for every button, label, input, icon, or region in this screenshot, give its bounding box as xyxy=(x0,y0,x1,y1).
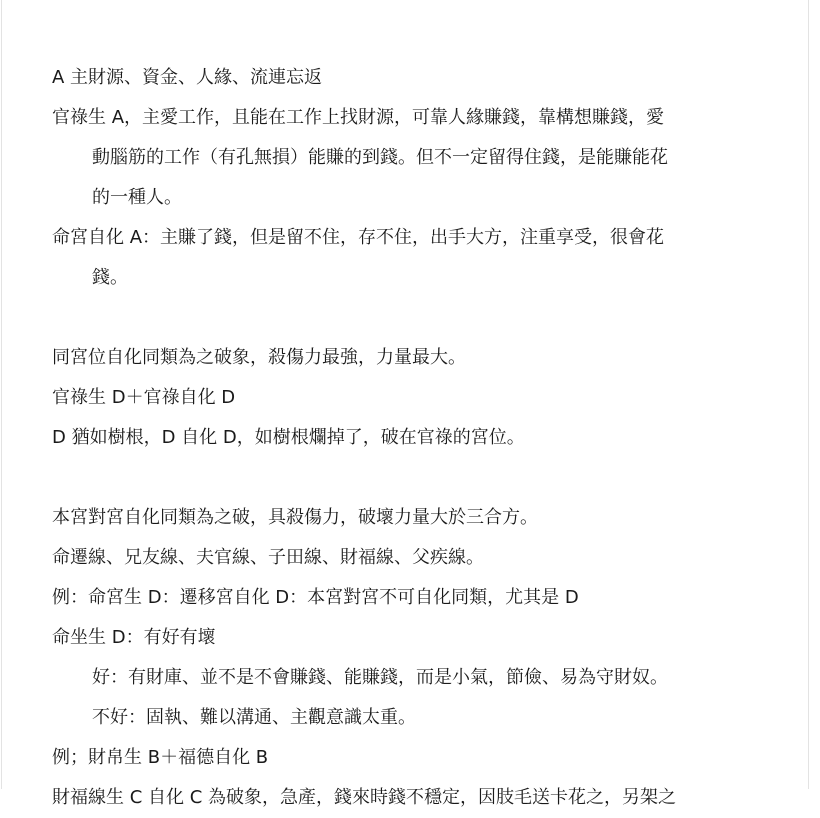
blank-line xyxy=(52,298,772,338)
blank-line xyxy=(52,458,772,498)
text-line: 命宮自化 A：主賺了錢，但是留不住，存不住，出手大方，注重享受，很會花 xyxy=(52,227,665,248)
text-line: 不好：固執、難以溝通、主觀意識太重。 xyxy=(92,707,416,728)
text-line: 的一種人。 xyxy=(92,187,182,208)
text-line: 官祿生 A，主愛工作，且能在工作上找財源，可靠人緣賺錢，靠構想賺錢，愛 xyxy=(52,107,665,128)
text-line: D 猶如樹根，D 自化 D，如樹根爛掉了，破在官祿的宮位。 xyxy=(52,427,525,448)
text-line: 動腦筋的工作（有孔無損）能賺的到錢。但不一定留得住錢，是能賺能花 xyxy=(92,147,668,168)
text-line: 本宮對宮自化同類為之破，具殺傷力，破壞力量大於三合方。 xyxy=(52,507,538,528)
text-line: 例；財帛生 B＋福德自化 B xyxy=(52,747,269,768)
document-body xyxy=(52,58,772,818)
text-line: 命遷線、兄友線、夫官線、子田線、財福線、父疾線。 xyxy=(52,547,484,568)
text-line: 例：命宮生 D：遷移宮自化 D：本宮對宮不可自化同類，尤其是 D xyxy=(52,587,579,608)
text-line: A 主財源、資金、人緣、流連忘返 xyxy=(52,67,323,88)
text-line: 官祿生 D＋官祿自化 D xyxy=(52,387,236,408)
text-line: 好：有財庫、並不是不會賺錢、能賺錢，而是小氣，節儉、易為守財奴。 xyxy=(92,667,668,688)
text-line: 命坐生 D：有好有壞 xyxy=(52,627,216,648)
text-line: 錢。 xyxy=(92,267,128,288)
text-line: 財福線生 C 自化 C 為破象，急產，錢來時錢不穩定，因肢毛送卡花之，另架之 xyxy=(52,787,677,808)
text-line: 同宮位自化同類為之破象，殺傷力最強，力量最大。 xyxy=(52,347,466,368)
document-page xyxy=(1,0,809,808)
